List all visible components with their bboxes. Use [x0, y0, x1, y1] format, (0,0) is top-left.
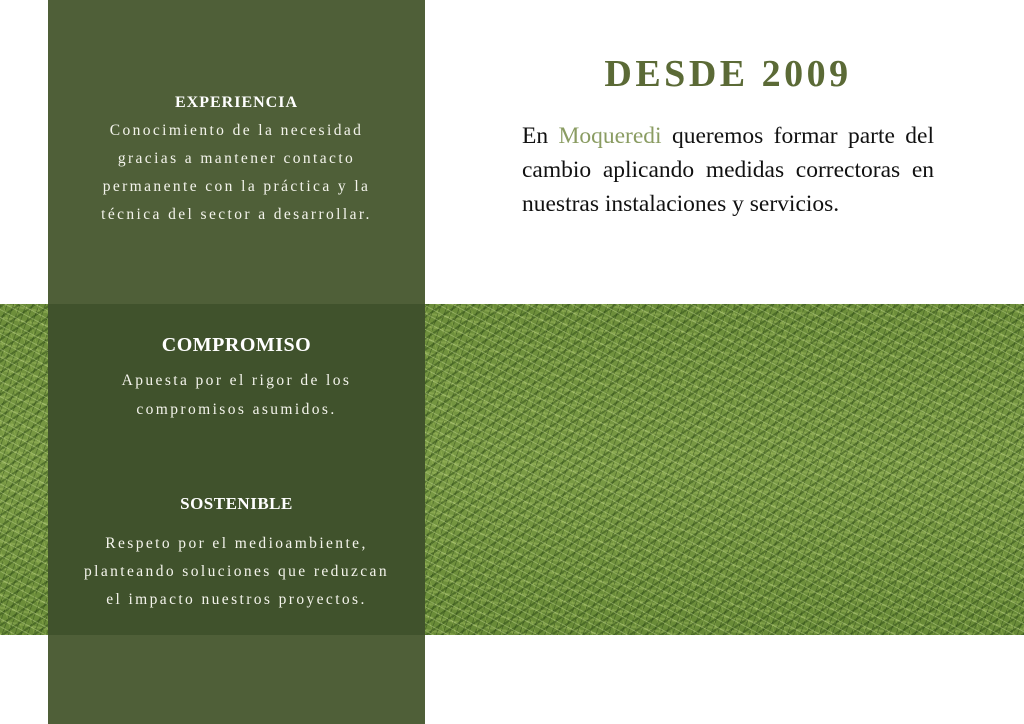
intro-paragraph: [522, 119, 934, 221]
feature-title: COMPROMISO: [161, 334, 312, 356]
feature-text: Conocimiento de la necesidad gracias a mantener contacto permanente con la práctica y la técnica del sector a desarrollar.: [101, 122, 372, 223]
feature-text: Respeto por el medioambiente, planteando soluciones que reduzcan el impacto nuestros proyectos.: [84, 535, 389, 608]
feature-title: EXPERIENCIA: [174, 94, 298, 111]
page-title: DESDE 2009: [604, 53, 852, 95]
feature-sostenible: [48, 494, 425, 614]
intro-prefix: En: [522, 123, 559, 149]
intro-suffix: queremos formar parte del cambio aplicando medidas correctoras en nuestras instalaciones y servicios.: [522, 123, 934, 217]
feature-text: Apuesta por el rigor de los compromisos asumidos.: [121, 372, 352, 418]
brand-name: Moqueredi: [558, 123, 662, 149]
feature-compromiso: [48, 334, 425, 424]
feature-experiencia: [48, 94, 425, 229]
feature-title: SOSTENIBLE: [180, 494, 293, 513]
